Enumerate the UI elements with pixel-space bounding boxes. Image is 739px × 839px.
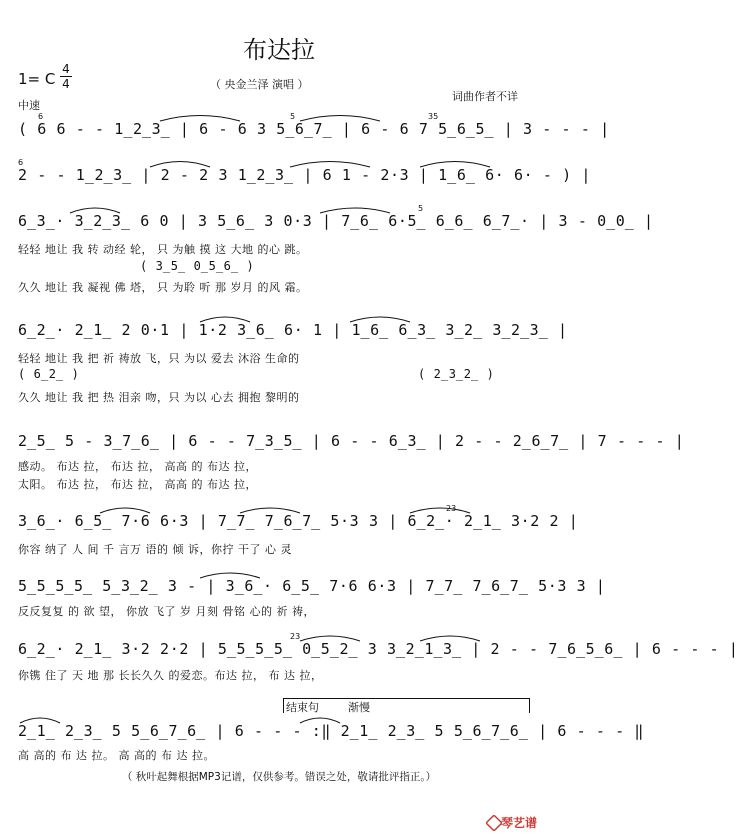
- logo-text: 琴艺谱: [501, 816, 538, 830]
- grace-note: 23: [446, 504, 457, 513]
- alt-notes-2: ( 6̲2̲ ): [18, 367, 80, 381]
- score-line-2: 2 - - 1̲2̲3̲ | 2 - 2 3 1̲2̲3̲ | 6 1 - 2·3 | 1̲6̲ 6· 6· - ) |: [18, 166, 592, 184]
- grace-note: 23: [290, 632, 301, 641]
- lyric-line-7: 高 高的 布 达 拉。 高 高的 布 达 拉。: [18, 749, 215, 762]
- tempo-marking: 中速: [18, 99, 40, 112]
- meter-top: 4: [62, 62, 70, 76]
- page-title: 布达拉: [243, 36, 315, 64]
- lyric-line-5: 反反复复 的 欲 望， 你放 飞了 岁 月刻 骨铭 心的 祈 祷，: [18, 605, 315, 618]
- slow-marking: 渐慢: [348, 701, 370, 714]
- meter-bottom: 4: [62, 77, 70, 91]
- grace-note: 6: [18, 158, 24, 167]
- score-line-9: 2̲1̲ 2̲3̲ 5 5̲6̲7̲6̲ | 6 - - - :‖ 2̲1̲ 2̲3̲ 5 5̲6̲7̲6̲ | 6 - - - ‖: [18, 722, 645, 740]
- performer-credit: （ 央金兰泽 演唱 ）: [210, 78, 309, 91]
- lyric-line-2a: 轻轻 地让 我 把 祈 祷放 飞，只 为以 爱去 沐浴 生命的: [18, 352, 300, 365]
- lyric-line-3b: 太阳。 布达 拉， 布达 拉， 高高 的 布达 拉，: [18, 478, 257, 491]
- score-line-5: 2̲5̲ 5 - 3̲7̲6̲ | 6 - - 7̲3̲5̲ | 6 - - 6̲3̲ | 2 - - 2̲6̲7̲ | 7 - - - |: [18, 432, 685, 450]
- alt-notes-1: ( 3̲5̲ 0̲5̲6̲ ): [140, 259, 255, 273]
- lyric-line-1a: 轻轻 地让 我 转 动经 轮， 只 为触 摸 这 大地 的心 跳。: [18, 243, 308, 256]
- grace-note: 5: [418, 204, 424, 213]
- score-line-1: ( 6 6 - - 1̲2̲3̲ | 6 - 6 3 5̲6̲7̲ | 6 - 6 7 5̲6̲5̲ | 3 - - - |: [18, 120, 610, 138]
- grace-note: 35: [428, 112, 439, 121]
- key-signature: 1= C: [18, 70, 56, 88]
- score-line-8: 6̲2̲· 2̲1̲ 3·2 2·2 | 5̲5̲5̲5̲ 0̲5̲2̲ 3 3̲2̲1̲3̲ | 2 - - 7̲6̲5̲6̲ | 6 - - - |: [18, 640, 739, 658]
- ending-bracket: [283, 698, 530, 713]
- grace-note: 6: [38, 112, 44, 121]
- score-line-3: 6̲3̲· 3̲2̲3̲ 6 0 | 3 5̲6̲ 3 0·3 | 7̲6̲ 6·5̲ 6̲6̲ 6̲7̲· | 3 - 0̲0̲ |: [18, 212, 654, 230]
- score-line-7: 5̲5̲5̲5̲ 5̲3̲2̲ 3 - | 3̲6̲· 6̲5̲ 7·6 6·3 | 7̲7̲ 7̲6̲7̲ 5·3 3 |: [18, 577, 606, 595]
- grace-note: 5: [290, 112, 296, 121]
- time-signature: [60, 63, 72, 90]
- lyric-line-3a: 感动。 布达 拉， 布达 拉， 高高 的 布达 拉，: [18, 460, 257, 473]
- footer-note: （ 秋叶起舞根据MP3记谱，仅供参考。错误之处，敬请批评指正。）: [121, 771, 437, 783]
- ending-label: 结束句: [286, 701, 319, 714]
- lyric-line-2b: 久久 地让 我 把 热 泪亲 吻，只 为以 心去 拥抱 黎明的: [18, 391, 300, 404]
- lyric-line-6: 你镌 住了 天 地 那 长长久久 的爱恋。布达 拉， 布 达 拉，: [18, 669, 323, 682]
- score-line-4: 6̲2̲· 2̲1̲ 2 0·1 | 1·2 3̲6̲ 6· 1 | 1̲6̲ 6̲3̲ 3̲2̲ 3̲2̲3̲ |: [18, 321, 568, 339]
- composer-credit: 词曲作者不详: [452, 90, 518, 103]
- lyric-line-1b: 久久 地让 我 凝视 佛 塔， 只 为聆 听 那 岁月 的风 霜。: [18, 281, 308, 294]
- site-logo: [485, 812, 547, 832]
- score-line-6: 3̲6̲· 6̲5̲ 7·6 6·3 | 7̲7̲ 7̲6̲7̲ 5·3 3 | 6̲2̲· 2̲1̲ 3·2 2 |: [18, 512, 579, 530]
- lyric-line-4: 你容 纳了 人 间 千 言万 语的 倾 诉，你拧 干了 心 灵: [18, 543, 292, 556]
- alt-notes-3: ( 2̲3̲2̲ ): [418, 367, 495, 381]
